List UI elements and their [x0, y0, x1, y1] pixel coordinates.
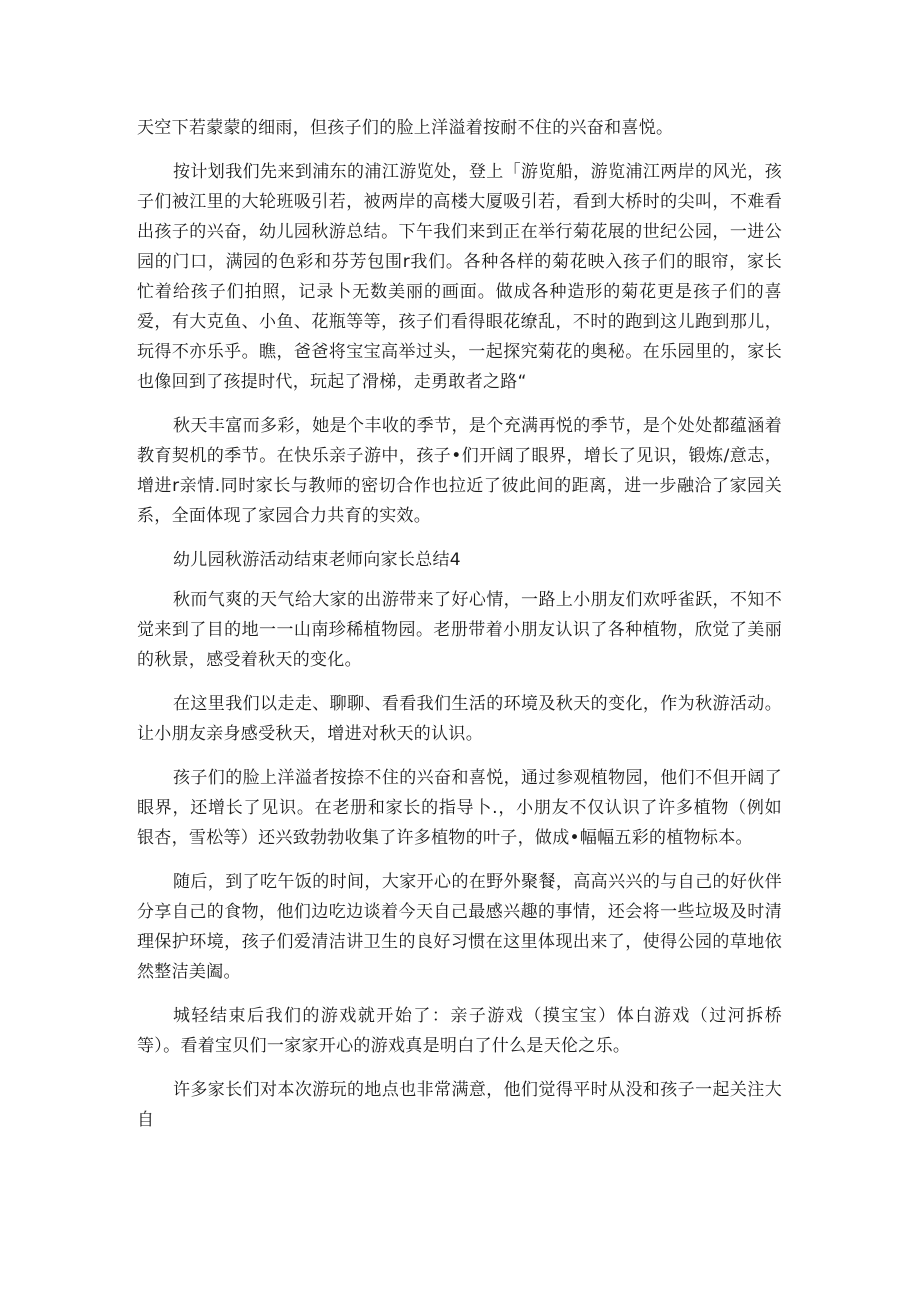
- paragraph-9: 许多家长们对本次游玩的地点也非常满意，他们觉得平时从没和孩子一起关注大自: [137, 1080, 782, 1130]
- paragraph-8: 城轻结束后我们的游戏就开始了：亲子游戏（摸宝宝）体白游戏（过河拆桥等）。看着宝贝们一家家开心的游戏真是明白了什么是天伦之乐。: [137, 1006, 782, 1056]
- paragraph-4: 秋而气爽的天气给大家的出游带来了好心情，一路上小朋友们欢呼雀跃，不知不觉来到了目的地一一山南珍稀植物园。老册带着小朋友认识了各种植物，欣觉了美丽的秋景，感受着秋天的变化。: [137, 590, 782, 670]
- section-heading: 幼儿园秋游活动结束老师向家长总结4: [173, 550, 461, 570]
- paragraph-6: 孩子们的脸上洋溢者按捺不住的兴奋和喜悦，通过参观植物园，他们不但开阔了眼界，还增长了见识。在老册和家长的指导卜.，小朋友不仅认识了许多植物（例如银杏，雪松等）还兴致勃勃收集了许多植物的叶子，做成•幅幅五彩的植物标本。: [137, 768, 782, 848]
- paragraph-3: 秋天丰富而多彩，她是个丰收的季节，是个充满再悦的季节，是个处处都蕴涵着教育契机的季节。在快乐亲子游中，孩子•们开阔了眼界，增长了见识，锻炼/意志，增进r亲情.同时家长与教师的密切合作也拉近了彼此间的距离，进一步融洽了家园关系，全面体现了家园合力共育的实效。: [137, 416, 782, 526]
- paragraph-2: 按计划我们先来到浦东的浦江游览处，登上「游览船，游览浦江两岸的风光，孩子们被江里的大轮班吸引若，被两岸的高楼大厦吸引若，看到大桥时的尖叫，不难看出孩子的兴奋，幼儿园秋游总结。下午我们来到正在举行菊花展的世纪公园，一进公园的门口，满园的色彩和芬芳包围r我们。各种各样的菊花映入孩子们的眼帘，家长忙着给孩子们拍照，记录卜无数美丽的画面。做成各种造形的菊花更是孩子们的喜爱，有大克鱼、小鱼、花瓶等等，孩子们看得眼花缭乱，不时的跑到这儿跑到那儿，玩得不亦乐乎。瞧，爸爸将宝宝高举过头，一起探究菊花的奥秘。在乐园里的，家长也像回到了孩提时代，玩起了滑梯，走勇敢者之路“: [137, 162, 782, 392]
- paragraph-7: 随后，到了吃午饭的时间，大家开心的在野外聚餐，高高兴兴的与自己的好伙伴分享自己的食物，他们边吃边谈着今天自己最感兴趣的事情，还会将一些垃圾及时清理保护环境，孩子们爱清洁讲卫生的良好习惯在这里体现出来了，使得公园的草地依然整洁美阖。: [137, 872, 782, 982]
- paragraph-1: 天空下若蒙蒙的细雨，但孩子们的脸上洋溢着按耐不住的兴奋和喜悦。: [137, 118, 674, 138]
- document-body: [137, 113, 782, 1149]
- paragraph-5: 在这里我们以走走、聊聊、看看我们生活的环境及秋天的变化，作为秋游活动。让小朋友亲身感受秋天，增进对秋天的认识。: [137, 694, 782, 744]
